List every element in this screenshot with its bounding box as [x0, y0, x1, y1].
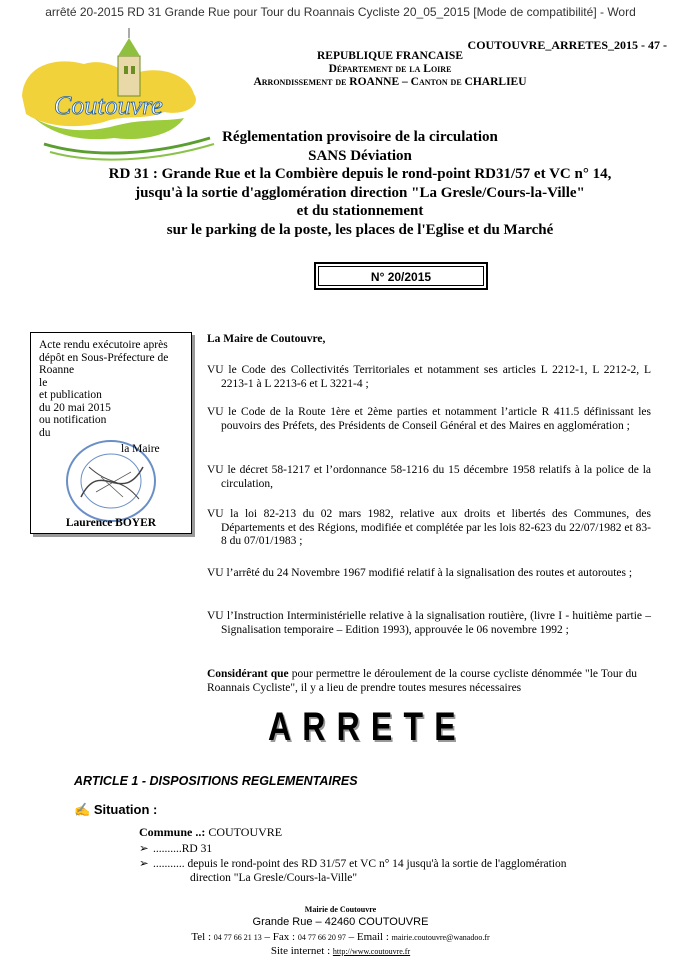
footer-name: Mairie de Coutouvre	[304, 905, 377, 914]
considerant-text: pour permettre le déroulement de la course cycliste dénommée "le Tour du Roannais Cycliste", il y a lieu de prendre toutes mesures nécessaires	[207, 668, 637, 694]
arrow-bullet-icon: ➢	[139, 843, 149, 855]
bullet-text: RD 31	[181, 843, 213, 855]
website-link[interactable]: http://www.coutouvre.fr	[332, 947, 411, 956]
vu-4: VU la loi 82-213 du 02 mars 1982, relative aux droits et libertés des Communes, des Départements et des Régions, modifiée et complétée par les lois 82-623 du 22/07/1982 et 83-8 du 07/01/1983 ;	[207, 508, 651, 547]
fax-value: 04 77 66 20 97	[297, 933, 346, 942]
stamp-text	[39, 339, 187, 439]
site-label: Site internet :	[270, 945, 333, 957]
letterhead	[230, 50, 550, 89]
vu-6: VU l’Instruction Interministérielle relative à la signalisation routière, (livre I - huitième partie – Signalisation temporaire – Edition 1993), approuvée le 06 novembre 1992 ;	[207, 610, 651, 636]
situation-heading	[74, 802, 157, 818]
title-line1: Réglementation provisoire de la circulation	[222, 129, 498, 145]
tel-label: Tel :	[191, 931, 214, 943]
article-1-heading: ARTICLE 1 - DISPOSITIONS REGLEMENTAIRES	[74, 774, 358, 788]
vu-5: VU l’arrêté du 24 Novembre 1967 modifié relatif à la signalisation des routes et autoroutes ;	[207, 567, 633, 579]
title-line5: et du stationnement	[296, 203, 424, 219]
title-line2: SANS Déviation	[308, 147, 412, 164]
situation-label: Situation :	[93, 802, 158, 817]
footer-address: Grande Rue – 42460 COUTOUVRE	[252, 916, 429, 928]
bullet-text: depuis le rond-point des RD 31/57 et VC n° 14 jusqu'à la sortie de l'agglomération	[187, 858, 567, 870]
opening	[207, 333, 637, 347]
title-line3: RD 31 : Grande Rue et la Combière depuis le rond-point RD31/57 et VC n° 14,	[108, 166, 612, 182]
opening-text: La Maire de Coutouvre,	[207, 333, 326, 345]
bullet-dots: ..........	[153, 843, 182, 855]
bullet-1	[139, 843, 212, 856]
email-link[interactable]: mairie.coutouvre@wanadoo.fr	[391, 933, 490, 942]
footer-site	[0, 945, 681, 957]
stamp-line: et publication	[39, 389, 102, 401]
vu-1: VU le Code des Collectivités Territoriales et notamment ses articles L 2212-1, L 2212-2, L 2213-1 à L 2213-6 et L 3221-4 ;	[207, 364, 651, 390]
bullet-2	[139, 858, 639, 871]
stamp-mayor: la Maire	[121, 443, 160, 455]
window-title: arrêté 20-2015 RD 31 Grande Rue pour Tour du Roannais Cycliste 20_05_2015 [Mode de compatibilité] - Word	[0, 0, 681, 24]
stamp-line: le	[39, 376, 48, 389]
document-title	[60, 128, 660, 239]
title-line4: jusqu'à la sortie d'agglomération direction "La Gresle/Cours-la-Ville"	[135, 184, 585, 201]
footer-contact	[0, 931, 681, 943]
fax-label: – Fax :	[261, 931, 298, 943]
stamp-line: ou notification	[39, 414, 107, 426]
letterhead-line1: REPUBLIQUE FRANCAISE	[316, 50, 463, 62]
stamp-line: Roanne	[39, 364, 75, 376]
stamp-line: dépôt en Sous-Préfecture de	[39, 351, 169, 364]
vu-2: VU le Code de la Route 1ère et 2ème parties et notamment l’article R 411.5 définissant les pouvoirs des Préfets, des Présidents de Conseil Général et des Maires en agglomération ;	[207, 406, 651, 432]
vu-3: VU le décret 58-1217 et l’ordonnance 58-1216 du 15 décembre 1958 relatifs à la police de la circulation,	[207, 464, 651, 490]
tel-value: 04 77 66 21 13	[213, 933, 262, 942]
arrete-heading: ARRETE	[268, 705, 467, 749]
logo-text: Coutouvre	[54, 91, 163, 120]
commune-value: COUTOUVRE	[205, 825, 283, 839]
mayor-name: Laurence BOYER	[65, 517, 157, 529]
bullet-dots: ...........	[153, 858, 185, 870]
letterhead-line3: Arrondissement de ROANNE – Canton de CHARLIEU	[253, 76, 527, 88]
commune-line	[139, 825, 282, 840]
decree-number-box	[314, 262, 488, 290]
stamp-line: Acte rendu exécutoire après	[39, 339, 168, 351]
decree-number: N° 20/2015	[318, 266, 484, 286]
bullet-2-continuation: direction "La Gresle/Cours-la-Ville"	[190, 872, 358, 884]
email-label: – Email :	[345, 931, 392, 943]
pen-icon: ✍	[74, 802, 91, 817]
arrow-bullet-icon: ➢	[139, 858, 149, 870]
considerant-label: Considérant que	[207, 668, 289, 680]
stamp-line: du 20 mai 2015	[39, 401, 111, 414]
stamp-line: du	[39, 426, 51, 439]
document-reference: COUTOUVRE_ARRETES_2015 - 47 -	[467, 38, 667, 52]
letterhead-line2: Département de la Loire	[328, 63, 452, 75]
considerant	[207, 668, 637, 695]
title-line6: sur le parking de la poste, les places de l'Eglise et du Marché	[166, 221, 554, 238]
commune-label: Commune ..:	[139, 825, 206, 839]
executory-stamp	[30, 332, 192, 534]
